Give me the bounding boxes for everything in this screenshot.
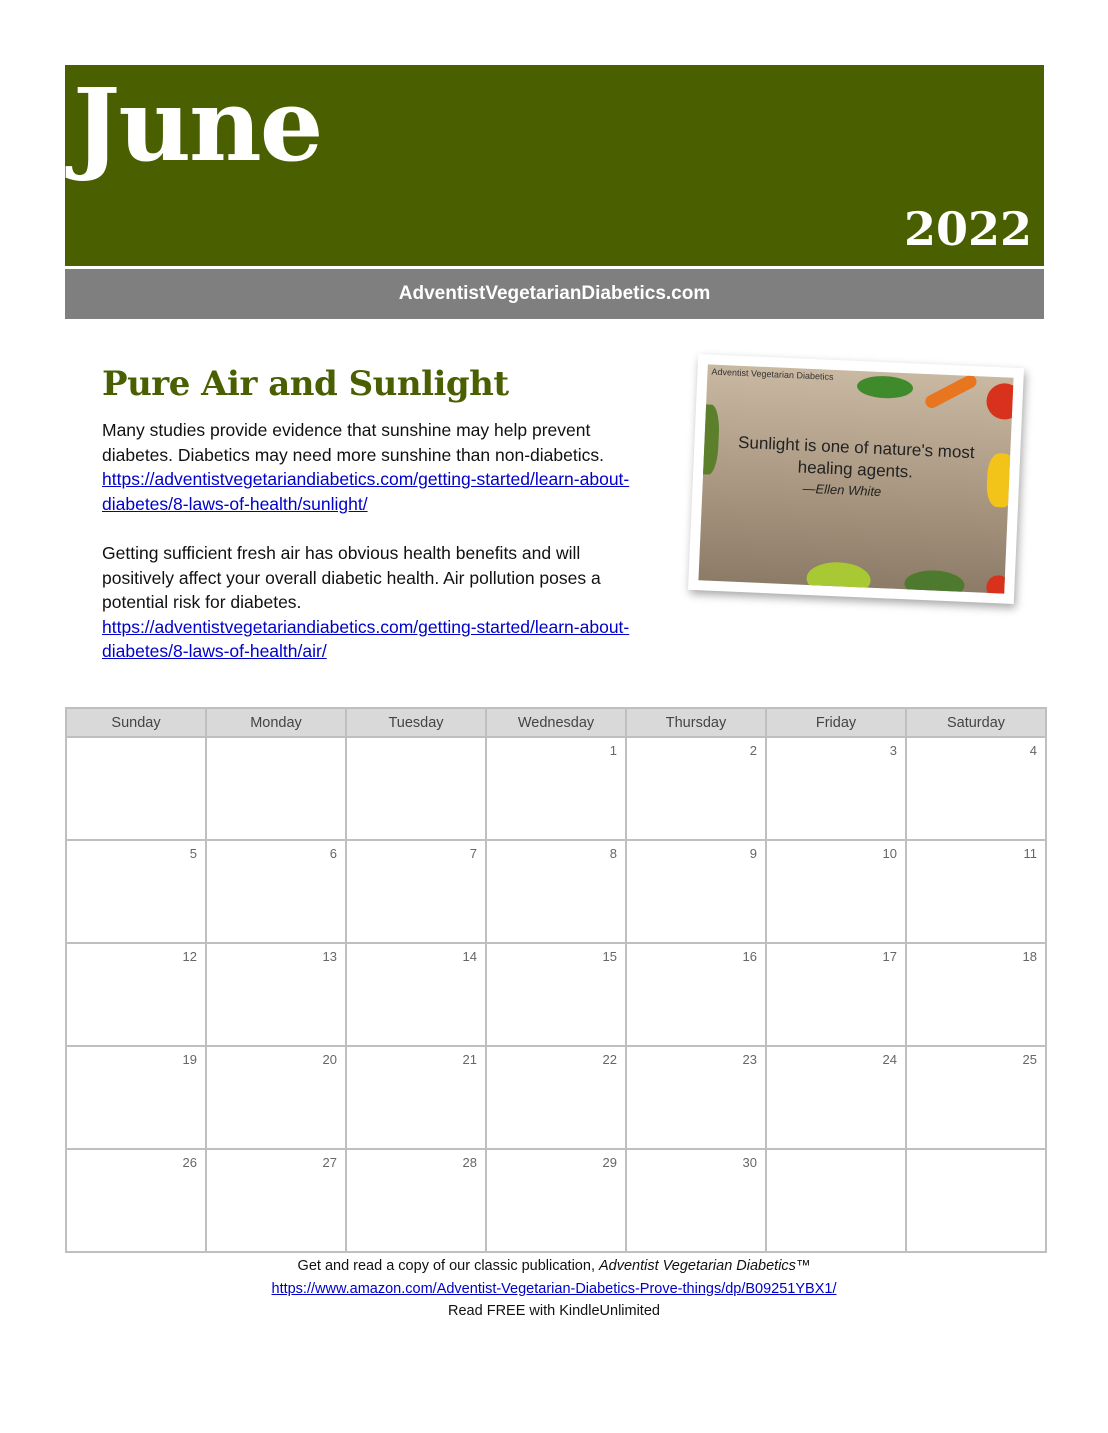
footer (0, 1255, 1108, 1323)
footer-publication-line (0, 1255, 1108, 1278)
day-cell: 29 (486, 1149, 626, 1252)
day-cell (766, 1149, 906, 1252)
day-cell: 7 (346, 840, 486, 943)
photo-brand-text: Adventist Vegetarian Diabetics (711, 366, 834, 382)
sunlight-link[interactable]: https://adventistvegetariandiabetics.com/getting-started/learn-about-diabetes/8-laws-of-health/sunlight/ (102, 469, 630, 514)
calendar-week-row (66, 840, 1046, 943)
day-cell: 14 (346, 943, 486, 1046)
air-link[interactable]: https://adventistvegetariandiabetics.com/getting-started/learn-about-diabetes/8-laws-of-health/air/ (102, 616, 630, 662)
tomato-shape (986, 383, 1014, 421)
herb-bottom-shape (904, 569, 965, 593)
photo-quote-text: Sunlight is one of nature's most healing agents. (737, 432, 976, 482)
weekday-friday: Friday (766, 708, 906, 737)
day-cell: 15 (486, 943, 626, 1046)
air-text: Getting sufficient fresh air has obvious health benefits and will positively affect your overall diabetic health. Air pollution poses a potential risk for diabetes. (102, 543, 601, 613)
day-cell (206, 737, 346, 840)
photo-quote-author: —Ellen White (802, 480, 882, 500)
day-cell: 26 (66, 1149, 206, 1252)
quote-photo (688, 354, 1024, 604)
footer-kindle-line: Read FREE with KindleUnlimited (448, 1303, 660, 1319)
june-calendar (65, 707, 1047, 1253)
day-cell (906, 1149, 1046, 1252)
article-paragraph-air (102, 541, 647, 664)
day-cell: 5 (66, 840, 206, 943)
calendar-week-row (66, 1149, 1046, 1252)
day-cell: 18 (906, 943, 1046, 1046)
photo-image (698, 364, 1013, 593)
day-cell: 21 (346, 1046, 486, 1149)
trademark-symbol: ™ (795, 1258, 811, 1274)
day-cell: 2 (626, 737, 766, 840)
day-cell: 1 (486, 737, 626, 840)
day-cell: 4 (906, 737, 1046, 840)
footer-book-title: Adventist Vegetarian Diabetics (599, 1258, 796, 1274)
sunlight-text: Many studies provide evidence that sunshine may help prevent diabetes. Diabetics may need more sunshine than non-diabetics. (102, 420, 604, 465)
day-cell: 13 (206, 943, 346, 1046)
site-name: AdventistVegetarianDiabetics.com (398, 283, 711, 304)
month-title: June (73, 66, 322, 184)
weekday-wednesday: Wednesday (486, 708, 626, 737)
site-name-bar (65, 269, 1044, 319)
calendar-weekday-header (66, 708, 1046, 737)
pepper-shape (986, 453, 1014, 508)
day-cell: 30 (626, 1149, 766, 1252)
day-cell: 6 (206, 840, 346, 943)
green-pepper-shape (806, 561, 871, 594)
bottom-tomato-shape (986, 575, 1011, 594)
day-cell (346, 737, 486, 840)
greens-shape (698, 404, 720, 475)
footer-prefix: Get and read a copy of our classic publication, (297, 1258, 599, 1274)
herb-shape (857, 375, 914, 399)
day-cell: 25 (906, 1046, 1046, 1149)
day-cell: 24 (766, 1046, 906, 1149)
carrot-shape (923, 373, 979, 410)
day-cell: 27 (206, 1149, 346, 1252)
amazon-link[interactable]: https://www.amazon.com/Adventist-Vegetarian-Diabetics-Prove-things/dp/B09251YBX1/ (271, 1280, 837, 1297)
day-cell: 17 (766, 943, 906, 1046)
weekday-monday: Monday (206, 708, 346, 737)
day-cell: 28 (346, 1149, 486, 1252)
weekday-sunday: Sunday (66, 708, 206, 737)
weekday-saturday: Saturday (906, 708, 1046, 737)
calendar-week-row (66, 737, 1046, 840)
day-cell: 23 (626, 1046, 766, 1149)
article-title: Pure Air and Sunlight (102, 364, 509, 404)
day-cell: 22 (486, 1046, 626, 1149)
day-cell: 3 (766, 737, 906, 840)
article-section (102, 366, 647, 664)
year-label: 2022 (903, 202, 1032, 256)
day-cell: 10 (766, 840, 906, 943)
day-cell: 8 (486, 840, 626, 943)
day-cell: 9 (626, 840, 766, 943)
day-cell: 19 (66, 1046, 206, 1149)
calendar-week-row (66, 1046, 1046, 1149)
day-cell (66, 737, 206, 840)
day-cell: 20 (206, 1046, 346, 1149)
article-paragraph-sunlight (102, 418, 647, 516)
calendar-week-row (66, 943, 1046, 1046)
day-cell: 16 (626, 943, 766, 1046)
day-cell: 11 (906, 840, 1046, 943)
month-header-banner (65, 65, 1044, 266)
footer-link-line (0, 1278, 1108, 1301)
weekday-tuesday: Tuesday (346, 708, 486, 737)
weekday-thursday: Thursday (626, 708, 766, 737)
day-cell: 12 (66, 943, 206, 1046)
